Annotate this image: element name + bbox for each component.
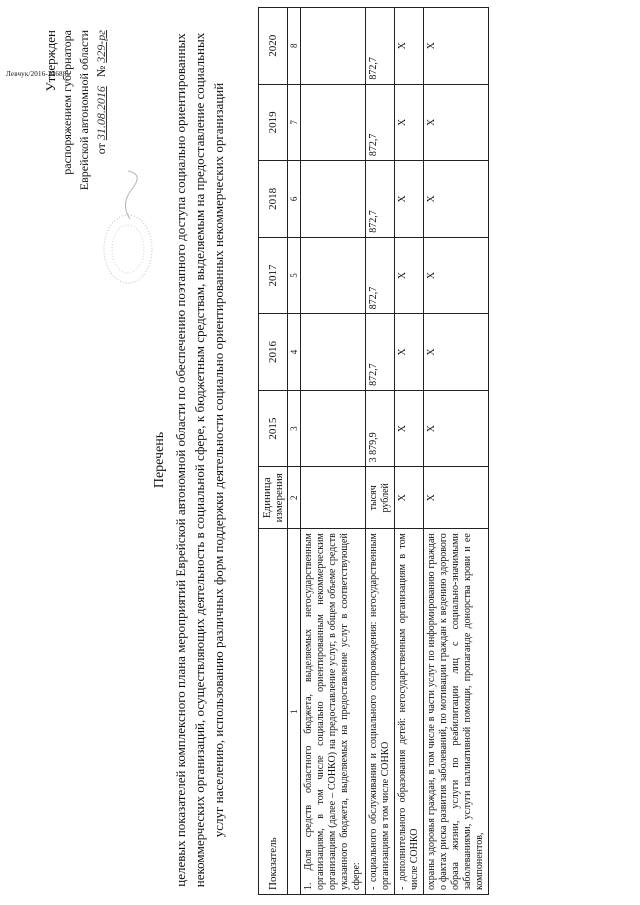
row-unit [301,467,366,529]
approval-line-3: Еврейской автономной области [77,30,91,191]
row-value [301,237,366,314]
col-number: 7 [288,84,301,161]
row-value: Х [424,8,489,85]
header-unit: Единица измерения [259,467,288,529]
row-value: 872,7 [366,8,395,85]
date-prefix: от [94,143,108,155]
row-value: Х [395,390,424,467]
row-value [301,314,366,391]
col-number: 4 [288,314,301,391]
row-value: 872,7 [366,84,395,161]
row-indicator: охраны здоровья граждан, в том числе в части услуг по информированию граждан о фактах риска развития заболеваний, по мотивации граждан к ведению здорового образа жизни, услуги по реабилитации лиц с социально-значимыми заболеваниями, услуги паллиативной помощи, пропаганде донорства крови и ее компонентов, [424,529,489,895]
header-year-2019: 2019 [259,84,288,161]
row-value [301,84,366,161]
row-value: Х [424,390,489,467]
row-value: Х [424,161,489,238]
row-value: Х [424,84,489,161]
col-number: 5 [288,237,301,314]
approval-line-1: Утвержден [43,30,58,92]
col-number: 3 [288,390,301,467]
header-year-2020: 2020 [259,8,288,85]
approval-date: 31.08.2016 [94,86,108,141]
title-heading: Перечень [152,431,167,489]
header-year-2015: 2015 [259,390,288,467]
row-indicator: - дополнительного образования детей: негосударственным организациям в том числе СОНКО [395,529,424,895]
indicators-table [258,7,489,895]
row-unit: Х [424,467,489,529]
approval-number: 329-рг [94,30,108,63]
col-number: 8 [288,8,301,85]
header-year-2018: 2018 [259,161,288,238]
title-text: целевых показателей комплексного плана мероприятий Еврейской автономной области по обеспечению поэтапного доступа социально ориентированных некоммерческих организаций, осуществляющих деятельность в социальной сфере, к бюджетным средствам, выделяемым на предоставление социальных услуг населению, использованию различных форм поддержки деятельности социально ориентированных некоммерческих организаций [173,32,226,888]
row-unit: Х [395,467,424,529]
row-unit: тысяч рублей [366,467,395,529]
header-year-2016: 2016 [259,314,288,391]
header-year-2017: 2017 [259,237,288,314]
row-indicator: - социального обслуживания и социального сопровождения: негосударственным организациям в том числе СОНКО [366,529,395,895]
row-indicator: 1. Доля средств областного бюджета, выделяемых негосударственным организациям, в том числе социально ориентированным некоммерческим организациям (далее – СОНКО) на предоставление услуг, в общем объеме средств указанного бюджета, выделяемых на предоставление услуг в соответствующей сфере: [301,529,366,895]
table-row [366,8,395,895]
table-row [395,8,424,895]
column-number-row [288,8,301,895]
row-value: 872,7 [366,314,395,391]
document-id: Левчук/2016-21688 [6,70,67,78]
row-value: 872,7 [366,161,395,238]
col-number: 2 [288,467,301,529]
document-title [150,30,228,890]
table-row [424,8,489,895]
row-value [301,8,366,85]
row-value [301,390,366,467]
row-value: Х [395,314,424,391]
row-value: Х [395,84,424,161]
row-value: Х [424,314,489,391]
row-value: Х [395,8,424,85]
row-value: 872,7 [366,237,395,314]
official-stamp-image [100,169,156,289]
row-value: Х [395,161,424,238]
header-indicator: Показатель [259,529,288,895]
row-value [301,161,366,238]
col-number: 1 [288,529,301,895]
row-value: 3 879,9 [366,390,395,467]
table-row [301,8,366,895]
row-value: Х [424,237,489,314]
row-value: Х [395,237,424,314]
col-number: 6 [288,161,301,238]
number-prefix: № [94,65,108,78]
approval-line-2: распоряжением губернатора [60,30,74,175]
table-header-row [259,8,288,895]
